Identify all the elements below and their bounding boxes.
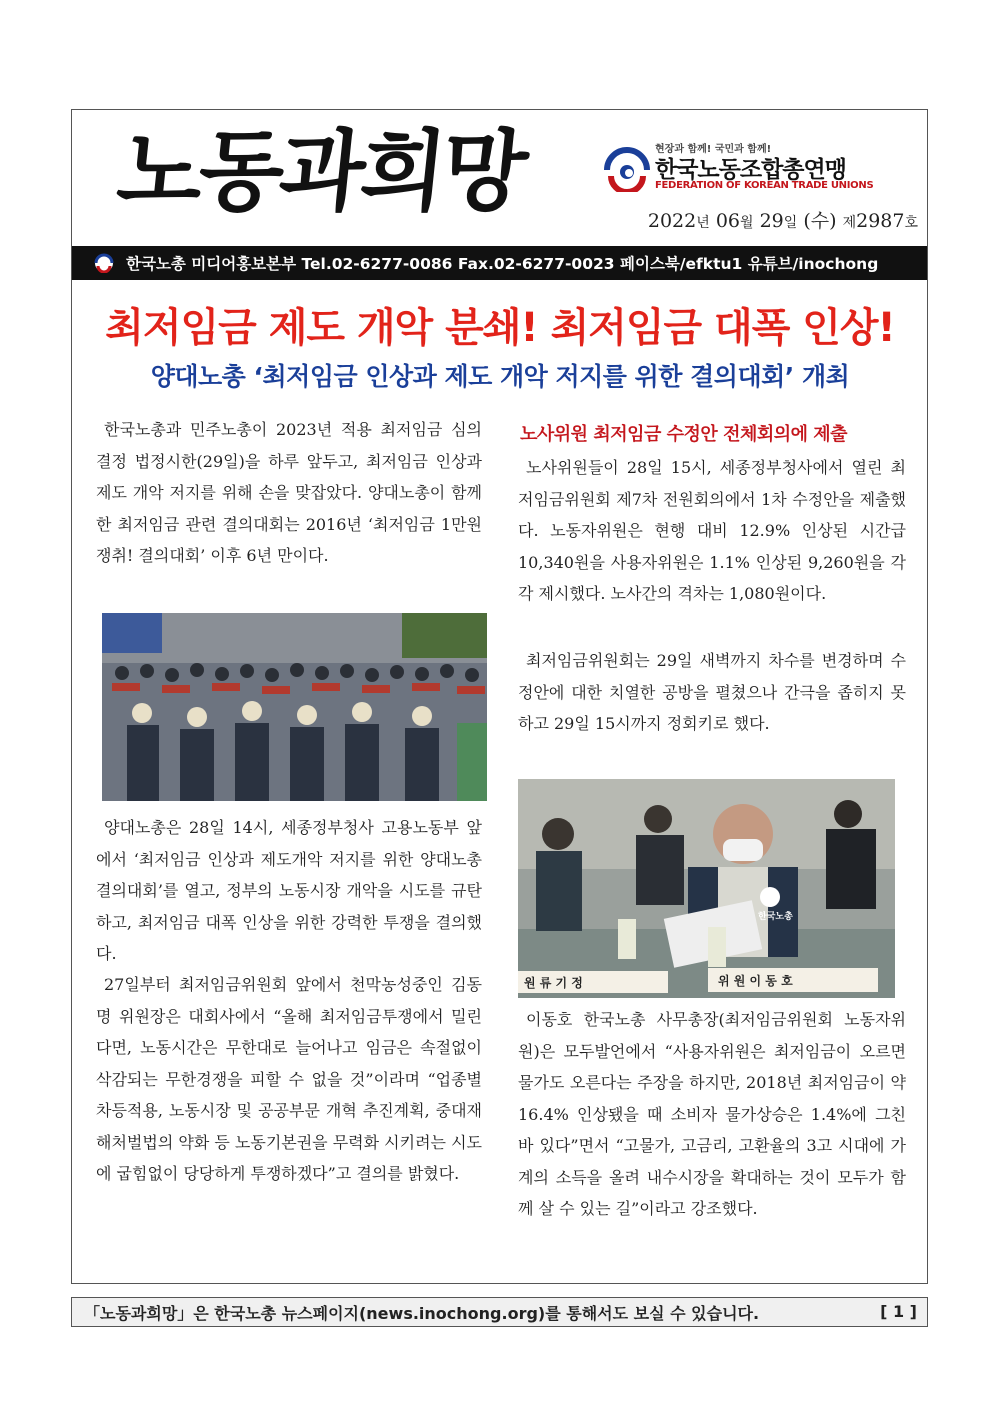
right-paragraph-2: 최저임금위원회는 29일 새벽까지 차수를 변경하며 수정안에 대한 치열한 공방을 펼쳤으나 간극을 좁히지 못하고 29일 15시까지 정회키로 했다. — [518, 651, 906, 733]
issue-number-suffix: 호 — [904, 215, 918, 231]
sub-headline: 양대노총 ‘최저임금 인상과 제도 개악 저지를 위한 결의대회’ 개최 — [150, 362, 850, 391]
fktu-logo — [603, 140, 918, 195]
issue-month-unit: 월 — [740, 215, 754, 231]
nameplate-right: 위 원 이 동 호 — [718, 974, 793, 988]
right-paragraph-1: 노사위원들이 28일 15시, 세종정부청사에서 열린 최저임금위원회 제7차 전원회의에서 1차 수정안을 제출했다. 노동자위원은 현행 대비 12.9% 인상된 시간급 10,340원을 사용자위원은 1.1% 인상된 9,260원을 각각 제시했다. 노사간의 격차는 1,080원이다. — [518, 458, 906, 603]
meeting-speaker-image — [518, 779, 895, 998]
meeting-photo — [518, 779, 895, 998]
issue-year: 2022 — [647, 210, 697, 232]
issue-day: 29 — [759, 210, 784, 232]
issue-day-unit: 일 — [783, 215, 798, 231]
left-paragraph-3: 27일부터 최저임금위원회 앞에서 천막농성중인 김동명 위원장은 대회사에서 “올해 최저임금투쟁에서 밀린다면, 노동시간은 무한대로 늘어나고 임금은 속절없이 삭감되는 무한경쟁을 피할 수 없을 것”이라며 “업종별 차등적용, 노동시장 및 공공부문 개혁 추진계획, 중대재해처벌법의 약화 등 노동기본권을 무력화 시키려는 시도에 굽힘없이 당당하게 투쟁하겠다”고 결의를 밝혔다. — [96, 975, 483, 1183]
rally-crowd-image — [102, 613, 487, 801]
issue-year-unit: 년 — [696, 215, 710, 231]
logo-name: 한국노동조합총연맹 — [655, 157, 846, 183]
left-paragraph-1: 한국노총과 민주노총이 2023년 적용 최저임금 심의 결정 법정시한(29일)을 하루 앞두고, 최저임금 인상과 제도 개악 저지를 위해 손을 맞잡았다. 양대노총이 함께한 최저임금 관련 결의대회는 2016년 ‘최저임금 1만원 쟁취! 결의대회’ 이후 6년 만이다. — [96, 420, 482, 565]
logo-tagline: 현장과 함께! 국민과 함께! — [655, 144, 772, 155]
vest-label: 한국노총 — [758, 912, 793, 922]
footer-bar — [71, 1297, 928, 1327]
rally-photo — [102, 613, 487, 801]
left-paragraph-2: 양대노총은 28일 14시, 세종정부청사 고용노동부 앞에서 ‘최저임금 인상과 제도개악 저지를 위한 양대노총 결의대회’를 열고, 정부의 노동시장 개악을 시도를 규탄하고, 최저임금 대폭 인상을 위한 강력한 투쟁을 결의했다. — [96, 818, 482, 963]
issue-number-prefix: 제 — [842, 215, 857, 231]
issue-date — [648, 206, 918, 233]
contact-info-bar — [72, 246, 927, 280]
logo-english-name: FEDERATION OF KOREAN TRADE UNIONS — [655, 180, 874, 191]
issue-month: 06 — [715, 210, 740, 232]
section-title: 노사위원 최저임금 수정안 전체회의에 제출 — [520, 424, 848, 445]
newsletter-masthead: 노동과희망 — [112, 120, 529, 223]
issue-weekday: (수) — [803, 210, 837, 232]
nameplate-left: 원 류 기 정 — [524, 976, 583, 990]
main-headline: 최저임금 제도 개악 분쇄! 최저임금 대폭 인상! — [105, 305, 895, 351]
contact-info-text: 한국노총 미디어홍보본부 Tel.02-6277-0086 Fax.02-6277-0023 페이스북/efktu1 유튜브/inochong — [126, 255, 879, 273]
page-number: [ 1 ] — [880, 1302, 917, 1321]
issue-number: 2987 — [856, 210, 905, 232]
fktu-mini-logo-icon — [92, 253, 116, 273]
footer-text: 「노동과희망」은 한국노총 뉴스페이지(news.inochong.org)를 통해서도 보실 수 있습니다. — [84, 1303, 760, 1323]
right-paragraph-3: 이동호 한국노총 사무총장(최저임금위원회 노동자위원)은 모두발언에서 “사용자위원은 최저임금이 오르면 물가도 오른다는 주장을 하지만, 2018년 최저임금이 약 16.4% 인상됐을 때 소비자 물가상승은 1.4%에 그친 바 있다”면서 “고물가, 고금리, 고환율의 3고 시대에 가계의 소득을 올려 내수시장을 확대하는 것이 모두가 함께 살 수 있는 길”이라고 강조했다. — [518, 1010, 906, 1218]
fktu-emblem-icon — [603, 146, 651, 192]
